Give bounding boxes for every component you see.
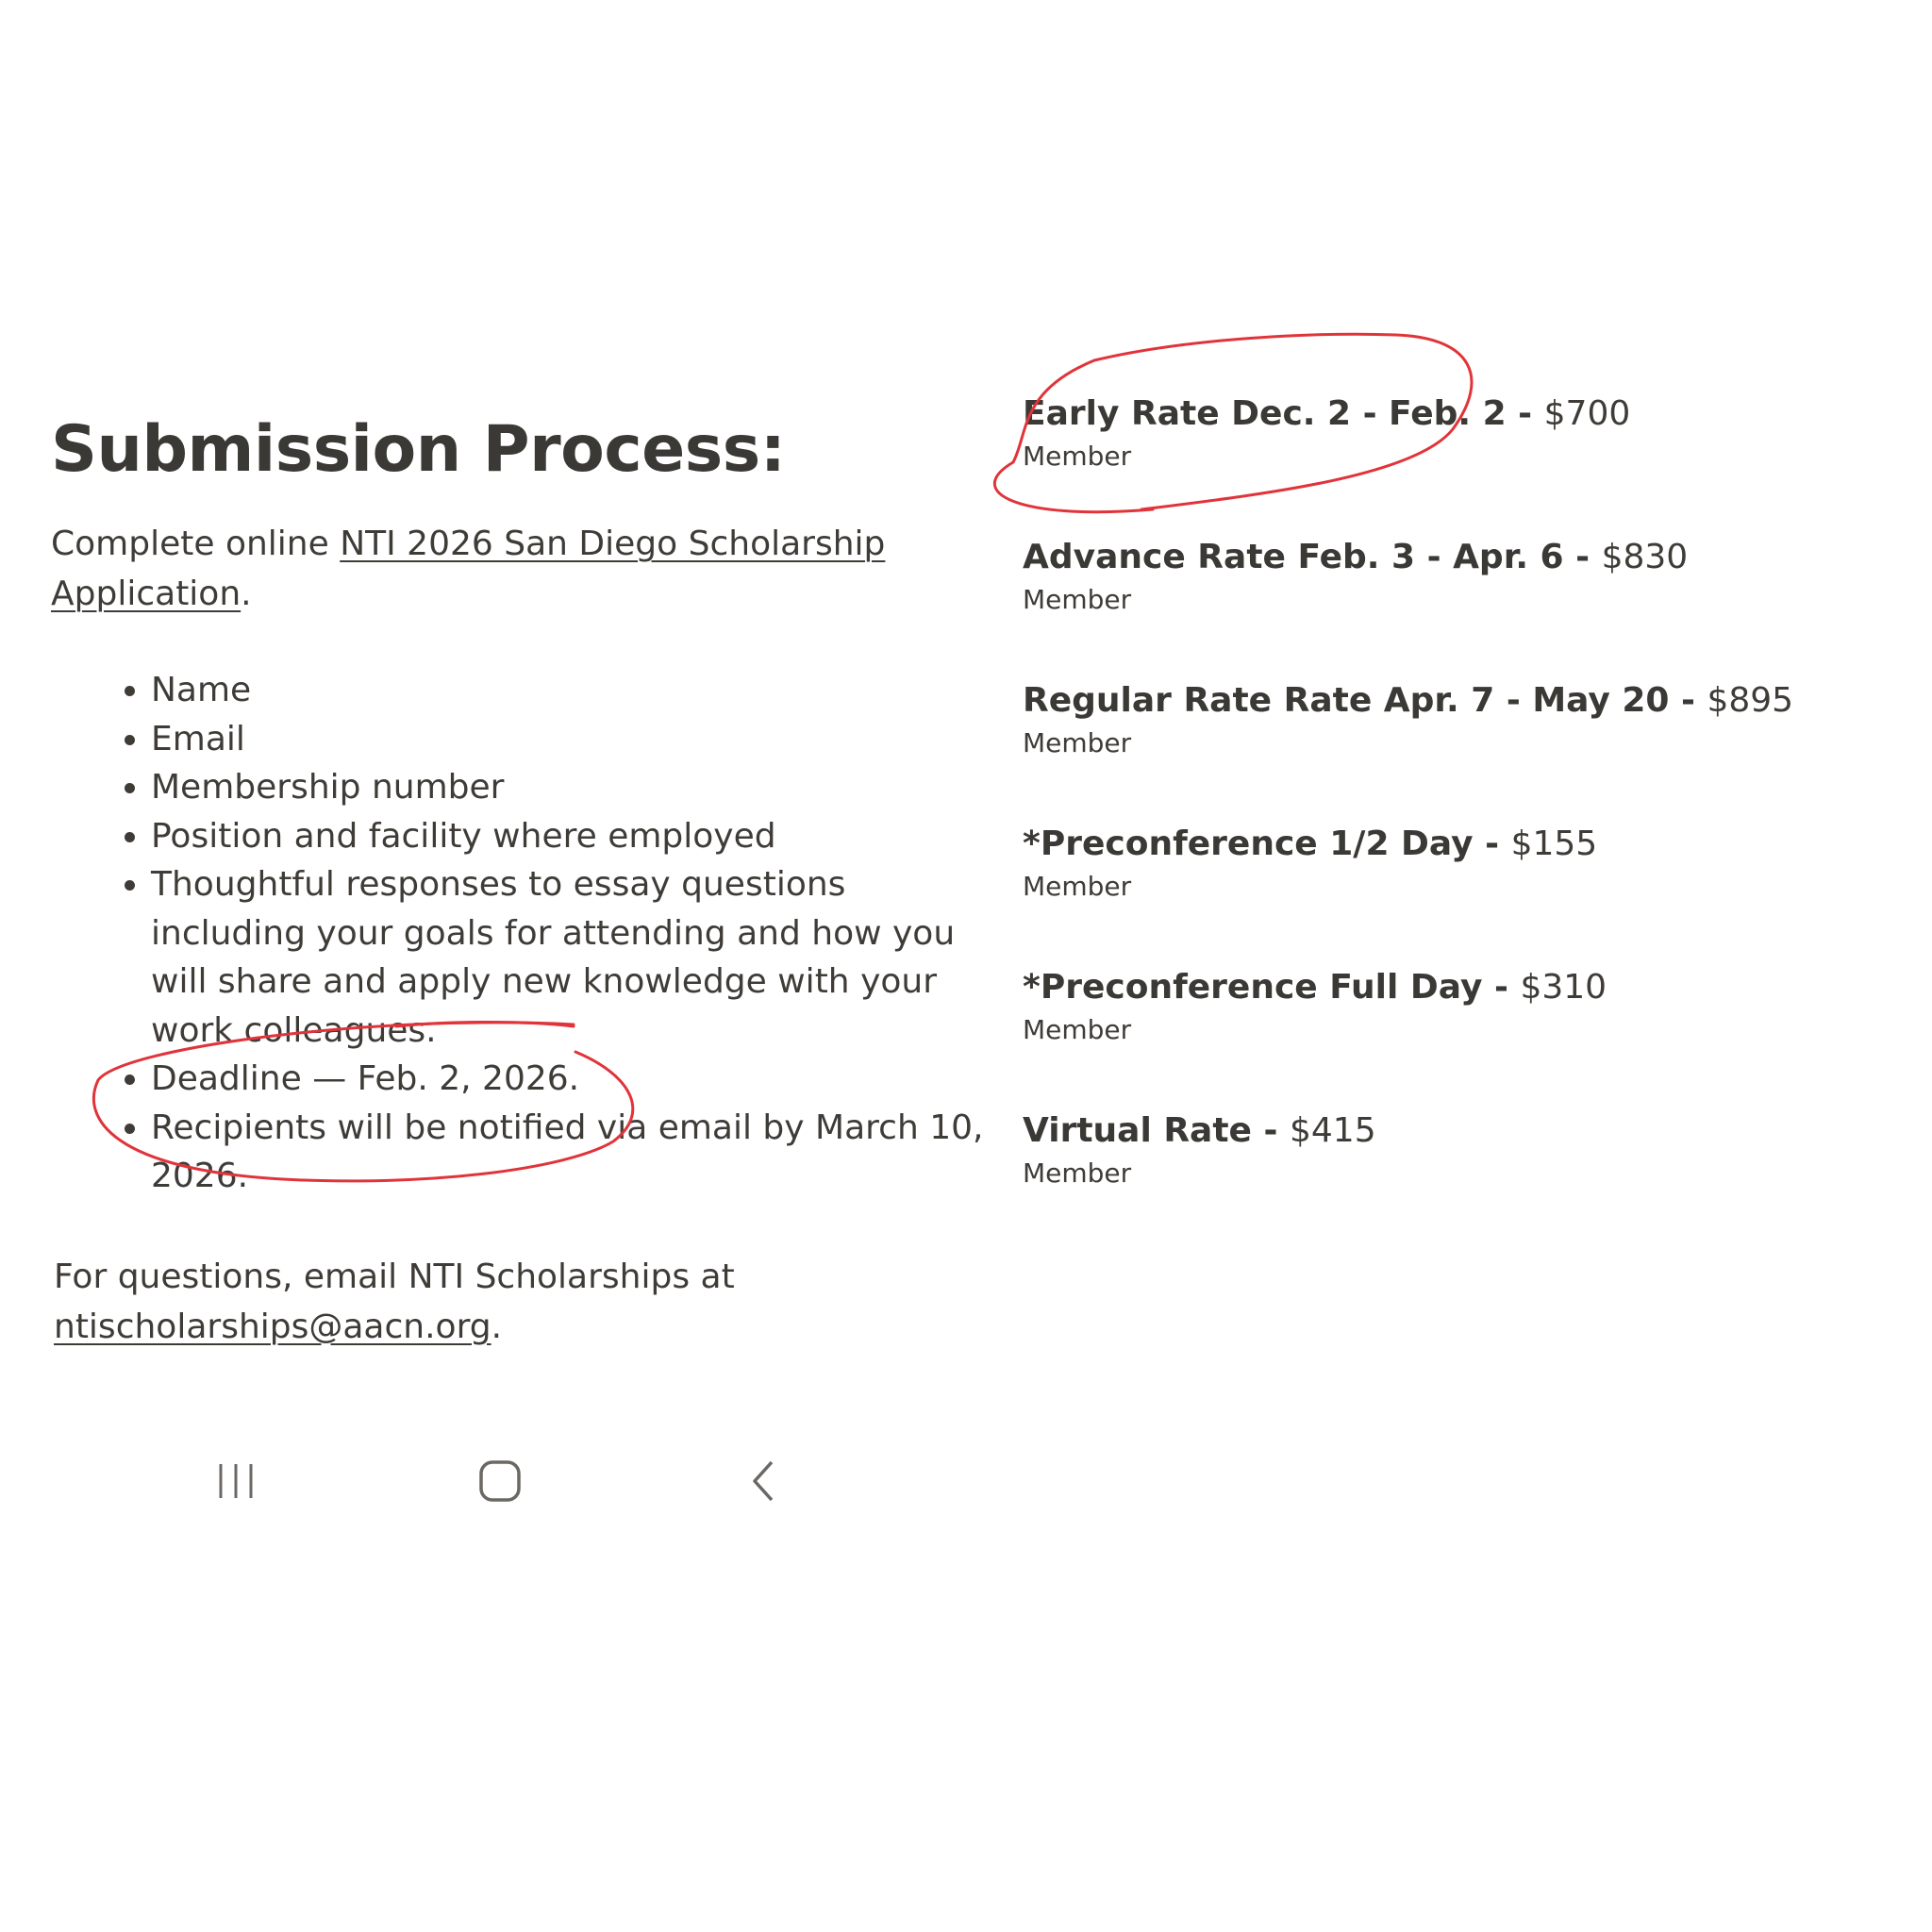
list-item: • Recipients will be notified via email by March 10, 2026. — [151, 1104, 1000, 1201]
contact-text — [54, 1252, 957, 1352]
list-item: • Email — [151, 715, 1000, 764]
list-item: • Deadline — Feb. 2, 2026. — [151, 1055, 1000, 1104]
rate-member-label: Member — [1023, 727, 1132, 758]
intro-text — [51, 519, 957, 619]
rate-virtual — [1023, 1106, 1872, 1191]
rate-regular — [1023, 675, 1872, 760]
intro-suffix: . — [241, 575, 252, 613]
back-button[interactable] — [731, 1453, 797, 1509]
home-button[interactable] — [467, 1453, 533, 1509]
back-icon — [743, 1458, 785, 1504]
list-item: • Thoughtful responses to essay questions including your goals for attending and how you will share and apply new knowledge with your work colleagues. — [151, 860, 1000, 1055]
rate-member-label: Member — [1023, 1014, 1132, 1045]
rate-label: *Preconference Full Day - — [1023, 968, 1521, 1007]
list-item: • Position and facility where employed — [151, 812, 1000, 861]
rate-price: $830 — [1601, 538, 1689, 576]
scholarship-application-link[interactable]: NTI 2026 San Diego Scholarship Application — [51, 525, 886, 613]
requirements-list — [51, 666, 1000, 1201]
rate-label: Advance Rate Feb. 3 - Apr. 6 - — [1023, 538, 1602, 576]
rates-section — [1023, 389, 1872, 1249]
rate-preconference-full-day — [1023, 962, 1872, 1047]
rate-label: *Preconference 1/2 Day - — [1023, 824, 1511, 863]
recent-apps-button[interactable] — [203, 1453, 269, 1509]
rate-label: Virtual Rate - — [1023, 1111, 1290, 1150]
rate-label: Regular Rate Rate Apr. 7 - May 20 - — [1023, 681, 1707, 720]
rate-price: $415 — [1289, 1111, 1376, 1150]
system-navigation-bar — [0, 1453, 943, 1509]
rate-early — [1023, 389, 1872, 474]
rate-price: $895 — [1707, 681, 1794, 720]
page-title: Submission Process: — [51, 412, 786, 487]
list-item: • Membership number — [151, 763, 1000, 812]
rate-member-label: Member — [1023, 584, 1132, 615]
submission-section — [51, 408, 984, 1352]
rate-price: $700 — [1543, 394, 1631, 433]
rate-label: Early Rate Dec. 2 - Feb. 2 - — [1023, 394, 1544, 433]
rate-preconference-half-day — [1023, 819, 1872, 904]
intro-prefix: Complete online — [51, 525, 341, 563]
rate-price: $310 — [1520, 968, 1607, 1007]
contact-prefix: For questions, email NTI Scholarships at — [54, 1257, 735, 1296]
rate-advance — [1023, 532, 1872, 617]
list-item: • Name — [151, 666, 1000, 715]
rate-price: $155 — [1510, 824, 1598, 863]
rate-member-label: Member — [1023, 871, 1132, 902]
scholarship-email-link[interactable]: ntischolarships@aacn.org — [54, 1307, 491, 1346]
home-icon — [477, 1458, 523, 1504]
contact-suffix: . — [491, 1307, 503, 1346]
recent-apps-icon — [215, 1460, 257, 1502]
rate-member-label: Member — [1023, 1158, 1132, 1189]
rate-member-label: Member — [1023, 441, 1132, 472]
